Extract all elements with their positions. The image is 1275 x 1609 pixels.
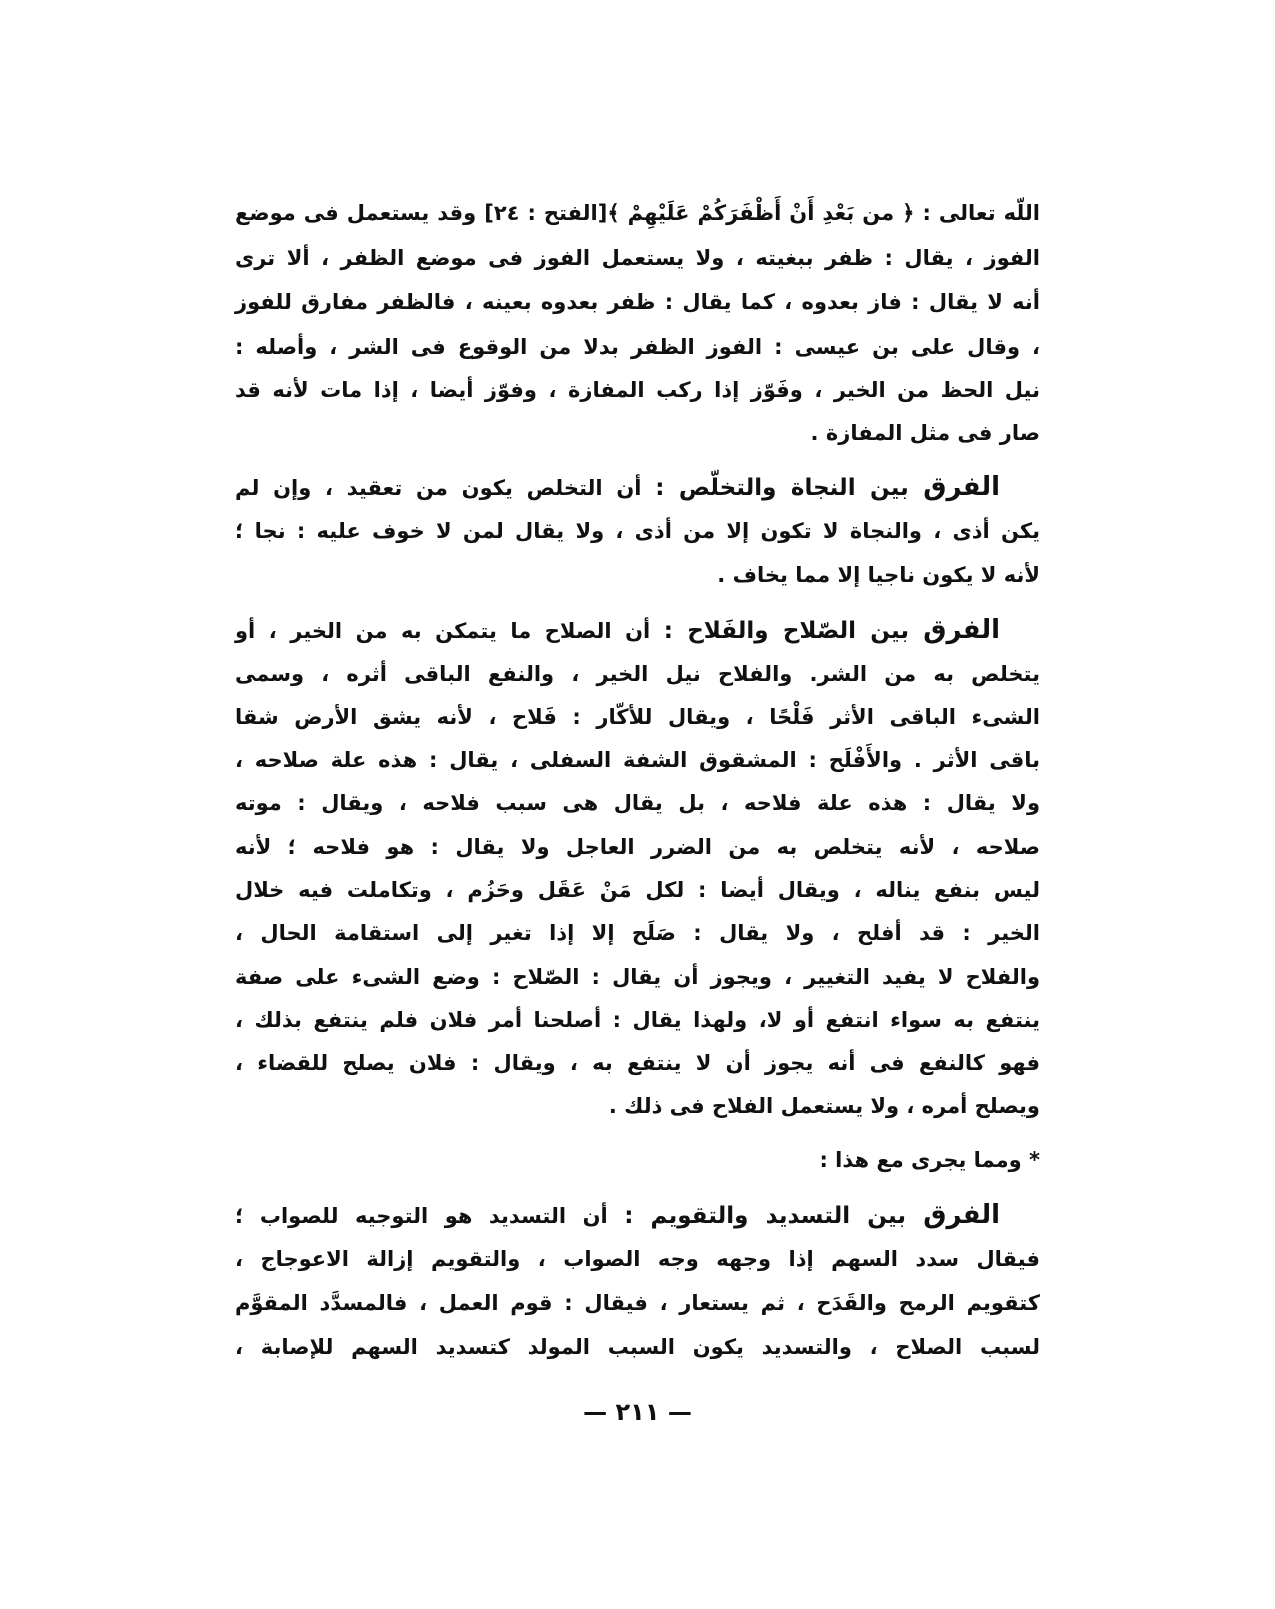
section-heading bbox=[655, 472, 1001, 502]
subsection-note: * ومما يجرى مع هذا : bbox=[819, 1148, 1040, 1172]
section-heading-line bbox=[235, 615, 1000, 645]
text-line: والفلاح لا يفيد التغيير ، ويجوز أن يقال : الصّلاح : وضع الشىء على صفة bbox=[235, 965, 1040, 989]
text-line: باقى الأثر . والأَفْلَح : المشقوق الشفة السفلى ، يقال : هذه علة صلاحه ، bbox=[235, 748, 1040, 772]
heading-word: الفرق bbox=[923, 472, 1001, 502]
text-line: ليس بنفع يناله ، ويقال أيضا : لكل مَنْ عَقَل وحَزُم ، وتكاملت فيه خلال bbox=[235, 878, 1040, 902]
section-heading bbox=[663, 615, 1001, 645]
text-line: فيقال سدد السهم إذا وجهه وجه الصواب ، والتقويم إزالة الاعوجاج ، bbox=[235, 1247, 1040, 1271]
text-line: لسبب الصلاح ، والتسديد يكون السبب المولد كتسديد السهم للإصابة ، bbox=[235, 1335, 1040, 1359]
heading-word: الفرق bbox=[923, 1200, 1001, 1230]
heading-text: بين النجاة والتخلّص : bbox=[655, 475, 909, 501]
section-heading-line bbox=[235, 1200, 1000, 1230]
text-line: صلاحه ، لأنه يتخلص به من الضرر العاجل ولا يقال : هو فلاحه ؛ لأنه bbox=[235, 835, 1040, 859]
text-line: أن التخلص يكون من تعقيد ، وإن لم bbox=[235, 476, 642, 500]
section-heading-line bbox=[235, 472, 1000, 502]
text-line: نيل الحظ من الخير ، وفَوّز إذا ركب المفازة ، وفوّز أيضا ، إذا مات لأنه قد bbox=[235, 378, 1040, 402]
text-line: يكن أذى ، والنجاة لا تكون إلا من أذى ، ولا يقال لمن لا خوف عليه : نجا ؛ bbox=[235, 519, 1040, 543]
text-line: ويصلح أمره ، ولا يستعمل الفلاح فى ذلك . bbox=[608, 1094, 1040, 1118]
page-number: — ٢١١ — bbox=[583, 1398, 692, 1426]
text-line: أن التسديد هو التوجيه للصواب ؛ bbox=[235, 1204, 608, 1228]
heading-word: الفرق bbox=[923, 615, 1001, 645]
text-line: كتقويم الرمح والقَدَح ، ثم يستعار ، فيقال : قوم العمل ، فالمسدَّد المقوَّم bbox=[235, 1291, 1040, 1315]
heading-text: بين الصّلاح والفَلاح : bbox=[663, 618, 909, 644]
text-line: ولا يقال : هذه علة فلاحه ، بل يقال هى سبب فلاحه ، ويقال : موته bbox=[235, 791, 1040, 815]
text-line: صار فى مثل المفازة . bbox=[810, 421, 1040, 445]
text-line: يتخلص به من الشر. والفلاح نيل الخير ، والنفع الباقى أثره ، وسمى bbox=[235, 662, 1040, 686]
text-line: الفوز ، يقال : ظفر ببغيته ، ولا يستعمل الفوز فى موضع الظفر ، ألا ترى bbox=[235, 246, 1040, 270]
section-heading bbox=[624, 1200, 1001, 1230]
heading-text: بين التسديد والتقويم : bbox=[624, 1203, 907, 1229]
text-line: فهو كالنفع فى أنه يجوز أن لا ينتفع به ، ويقال : فلان يصلح للقضاء ، bbox=[235, 1051, 1040, 1075]
text-line: الشىء الباقى الأثر فَلْحًا ، ويقال للأكّار : فَلاح ، لأنه يشق الأرض شقا bbox=[235, 705, 1040, 729]
text-line: الخير : قد أفلح ، ولا يقال : صَلَح إلا إذا تغير إلى استقامة الحال ، bbox=[235, 921, 1040, 945]
text-line: لأنه لا يكون ناجيا إلا مما يخاف . bbox=[717, 563, 1040, 587]
text-line: أنه لا يقال : فاز بعدوه ، كما يقال : ظفر بعدوه بعينه ، فالظفر مفارق للفوز bbox=[235, 290, 1040, 314]
text-line: ، وقال على بن عيسى : الفوز الظفر بدلا من الوقوع فى الشر ، وأصله : bbox=[235, 335, 1040, 359]
text-line: أن الصلاح ما يتمكن به من الخير ، أو bbox=[235, 619, 651, 643]
text-line: اللّه تعالى : ﴿ من بَعْدِ أَنْ أَظْفَرَكُمْ عَلَيْهِمْ ﴾[الفتح : ٢٤] وقد يستعمل فى موضع bbox=[235, 201, 1040, 225]
text-line: ينتفع به سواء انتفع أو لا، ولهذا يقال : أصلحنا أمر فلان فلم ينتفع بذلك ، bbox=[235, 1008, 1040, 1032]
